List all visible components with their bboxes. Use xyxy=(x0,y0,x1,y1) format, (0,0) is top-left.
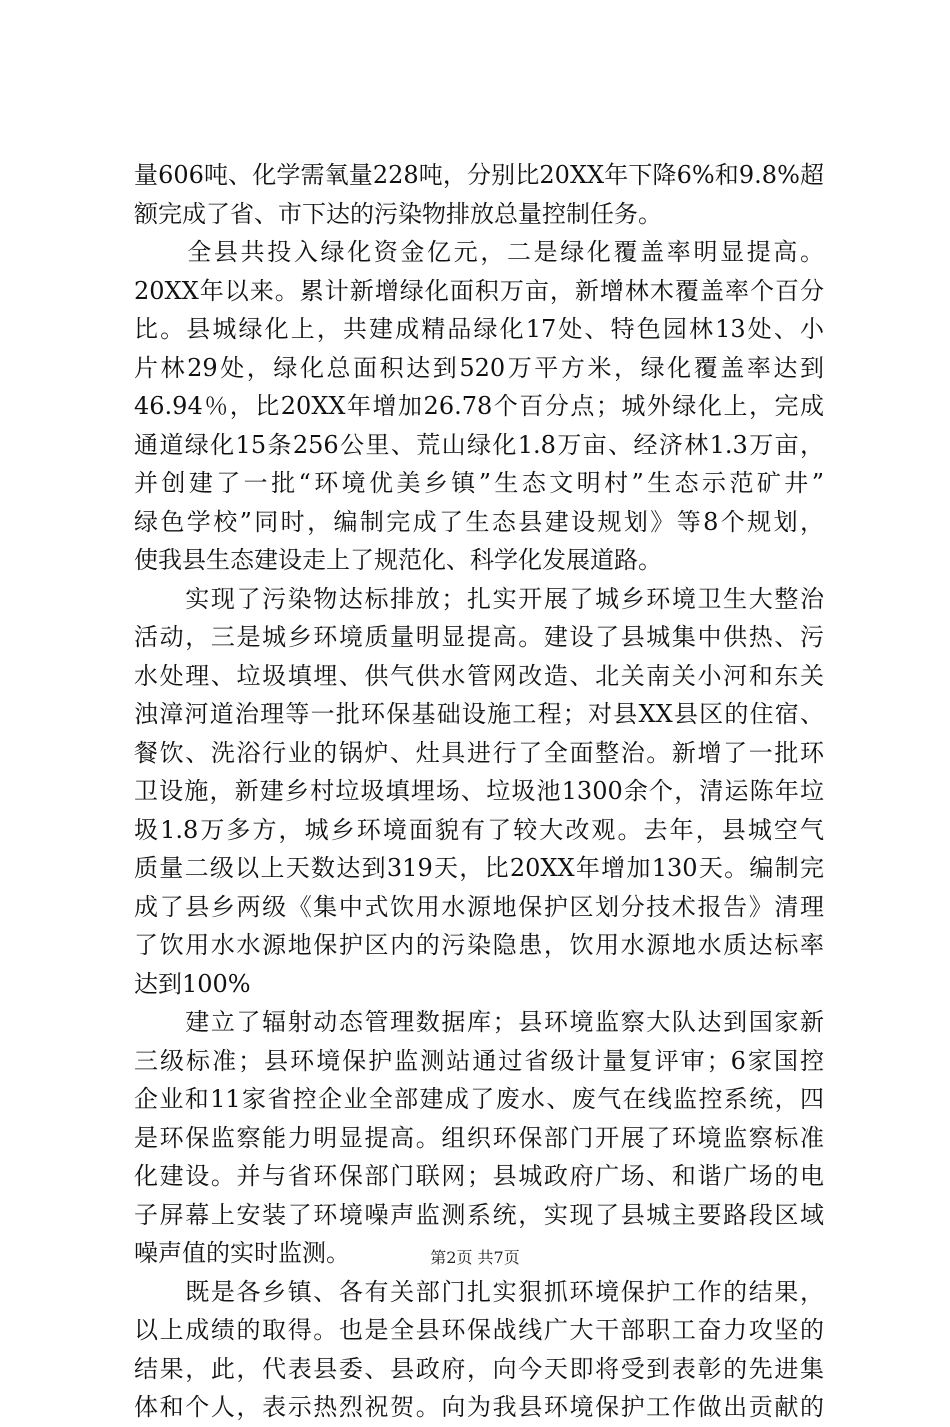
text-line: 达到100% xyxy=(134,969,251,998)
text-line: 噪声值的实时监测。 xyxy=(134,1239,350,1267)
text-line: 46.94％，比20XX年增加26.78个百分点；城外绿化上，完成 xyxy=(134,392,824,420)
text-line: 20XX年以来。累计新增绿化面积万亩，新增林木覆盖率个百分 xyxy=(134,276,824,305)
text-line: 成了县乡两级《集中式饮用水源地保护区划分技术报告》清理 xyxy=(134,892,824,921)
text-line: 是环保监察能力明显提高。组织环保部门开展了环境监察标准 xyxy=(134,1123,824,1152)
text-line: 通道绿化15条256公里、荒山绿化1.8万亩、经济林1.3万亩， xyxy=(134,430,824,459)
document-body xyxy=(134,156,824,1427)
text-line: 了饮用水水源地保护区内的污染隐患，饮用水源地水质达标率 xyxy=(134,931,824,959)
text-line: 质量二级以上天数达到319天，比20XX年增加130天。编制完 xyxy=(134,854,824,882)
text-line: 既是各乡镇、各有关部门扎实狠抓环境保护工作的结果， xyxy=(134,1277,824,1306)
text-line: 以上成绩的取得。也是全县环保战线广大干部职工奋力攻坚的 xyxy=(134,1316,824,1344)
text-line: 额完成了省、市下达的污染物排放总量控制任务。 xyxy=(134,199,662,228)
text-line: 企业和11家省控企业全部建成了废水、废气在线监控系统，四 xyxy=(134,1085,824,1113)
text-line: 活动，三是城乡环境质量明显提高。建设了县城集中供热、污 xyxy=(134,623,824,651)
text-line: 水处理、垃圾填埋、供气供水管网改造、北关南关小河和东关 xyxy=(134,661,824,690)
text-line: 浊漳河道治理等一批环保基础设施工程；对县XX县区的住宿、 xyxy=(134,700,824,728)
text-line: 片林29处，绿化总面积达到520万平方米，绿化覆盖率达到 xyxy=(134,353,824,382)
text-line: 使我县生态建设走上了规范化、科学化发展道路。 xyxy=(134,546,662,574)
text-line: 圾1.8万多方，城乡环境面貌有了较大改观。去年，县城空气 xyxy=(134,815,824,844)
text-line: 实现了污染物达标排放；扎实开展了城乡环境卫生大整治 xyxy=(134,584,824,613)
text-line: 结果，此，代表县委、县政府，向今天即将受到表彰的先进集 xyxy=(134,1354,824,1383)
page-footer: 第2页 共7页 xyxy=(430,1248,520,1267)
text-line: 绿色学校”同时，编制完成了生态县建设规划》等8个规划， xyxy=(134,507,824,536)
text-line: 卫设施，新建乡村垃圾填埋场、垃圾池1300余个，清运陈年垃 xyxy=(134,777,824,805)
text-line: 建立了辐射动态管理数据库；县环境监察大队达到国家新 xyxy=(134,1008,824,1036)
text-line: 子屏幕上安装了环境噪声监测系统，实现了县城主要路段区域 xyxy=(134,1200,824,1229)
text-line: 全县共投入绿化资金亿元，二是绿化覆盖率明显提高。 xyxy=(134,238,824,266)
text-line: 体和个人，表示热烈祝贺。向为我县环境保护工作做出贡献的 xyxy=(134,1393,824,1421)
text-line: 餐饮、洗浴行业的锅炉、灶具进行了全面整治。新增了一批环 xyxy=(134,738,824,767)
text-line: 化建设。并与省环保部门联网；县城政府广场、和谐广场的电 xyxy=(134,1162,824,1190)
text-line: 三级标准；县环境保护监测站通过省级计量复评审；6家国控 xyxy=(134,1046,824,1075)
text-line: 比。县城绿化上，共建成精品绿化17处、特色园林13处、小 xyxy=(134,315,824,343)
text-line: 并创建了一批“环境优美乡镇”生态文明村”生态示范矿井” xyxy=(134,469,824,497)
text-line: 量606吨、化学需氧量228吨，分别比20XX年下降6%和9.8%超 xyxy=(134,161,824,189)
